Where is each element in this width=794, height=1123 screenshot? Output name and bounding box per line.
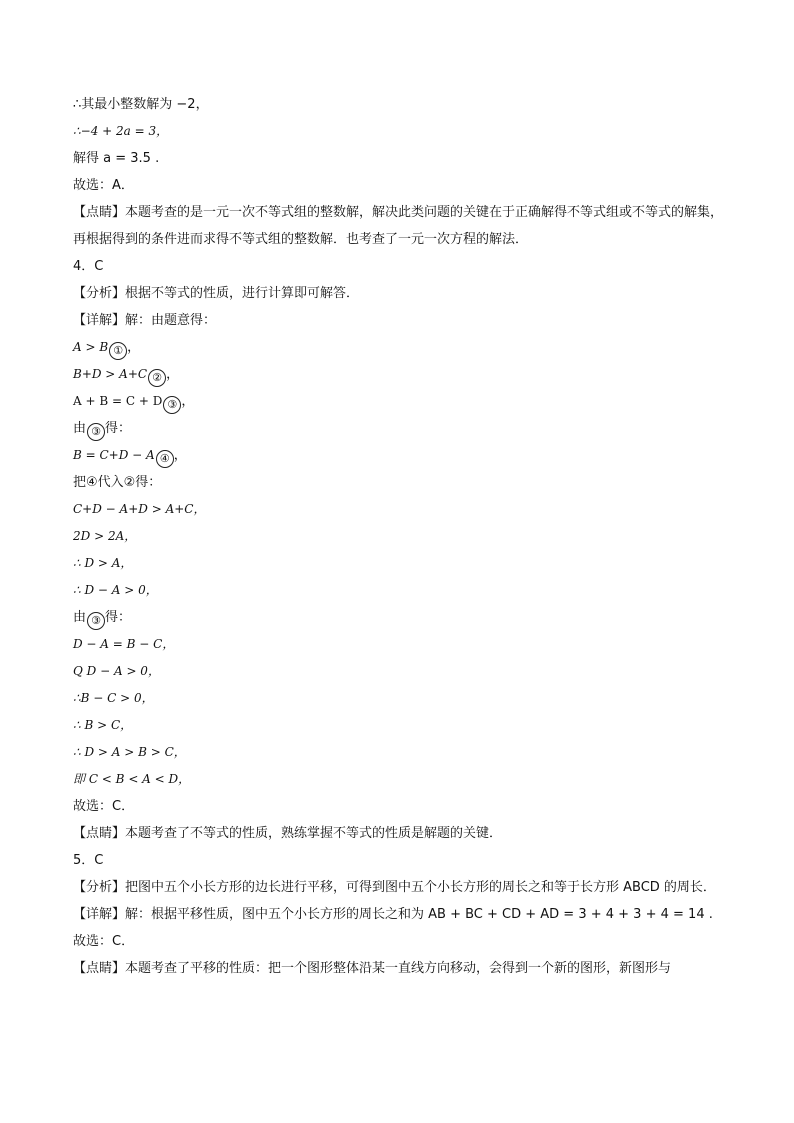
equation-line: B+D > A+C ② ， <box>73 361 723 388</box>
comment-paragraph: 【点睛】本题考查的是一元一次不等式组的整数解，解决此类问题的关键在于正确解得不等式组或不等式的解集，再根据得到的条件进而求得不等式组的整数解．也考查了一元一次方程的解法． <box>73 205 724 247</box>
equation-line: D − A = B − C， <box>73 637 175 651</box>
analysis-line: 【分析】根据不等式的性质，进行计算即可解答． <box>73 286 360 301</box>
equation-line: A > B ① ， <box>73 334 723 361</box>
equation-line: C+D − A+D > A+C， <box>73 502 206 516</box>
circled-number: ③ <box>163 396 181 414</box>
circled-number: ② <box>148 369 166 387</box>
answer-line: 故选：C． <box>73 934 135 949</box>
equation-line: ∴ D − A > 0， <box>73 583 158 597</box>
text-line: 把④代入②得： <box>73 475 162 490</box>
equation-line: 2D > 2A， <box>73 529 137 543</box>
analysis-paragraph: 【分析】把图中五个小长方形的边长进行平移，可得到图中五个小长方形的周长之和等于长方形 ABCD 的周长． <box>73 880 716 895</box>
solution-line: 【详解】解：根据平移性质，图中五个小长方形的周长之和为 AB + BC + CD + AD = 3 + 4 + 3 + 4 = 14 . <box>73 907 713 922</box>
answer-line: 故选：C． <box>73 799 135 814</box>
equation-line: ∴ B > C， <box>73 718 133 732</box>
circled-number: ③ <box>87 423 105 441</box>
answer-line: 故选：A． <box>73 178 134 193</box>
comment-line: 【点睛】本题考查了不等式的性质，熟练掌握不等式的性质是解题的关键． <box>73 826 503 841</box>
equation-line: 即 C < B < A < D， <box>73 772 191 786</box>
circled-number: ③ <box>87 612 105 630</box>
text-line: 由 ③ 得： <box>73 604 723 631</box>
comment-line: 【点睛】本题考查了平移的性质：把一个图形整体沿某一直线方向移动，会得到一个新的图形，新图形与 <box>73 961 672 976</box>
circled-number: ① <box>109 342 127 360</box>
question-number: 4．C <box>73 259 104 274</box>
equation-line: ∴B − C > 0， <box>73 691 154 705</box>
equation-line: Q D − A > 0， <box>73 664 160 678</box>
equation-line: ∴ D > A， <box>73 556 133 570</box>
text-line: 解得 a = 3.5 . <box>73 151 160 166</box>
equation-line: A + B = C + D ③ ， <box>73 388 723 415</box>
circled-number: ④ <box>156 450 174 468</box>
solution-heading: 【详解】解：由题意得： <box>73 313 217 328</box>
question-number: 5．C <box>73 853 104 868</box>
equation-line: ∴−4 + 2a = 3， <box>73 124 169 138</box>
text-line: ∴其最小整数解为 −2， <box>73 97 209 112</box>
equation-line: B = C+D − A ④ ， <box>73 442 723 469</box>
text-line: 由 ③ 得： <box>73 415 723 442</box>
solution-text <box>73 91 723 982</box>
equation-line: ∴ D > A > B > C， <box>73 745 186 759</box>
